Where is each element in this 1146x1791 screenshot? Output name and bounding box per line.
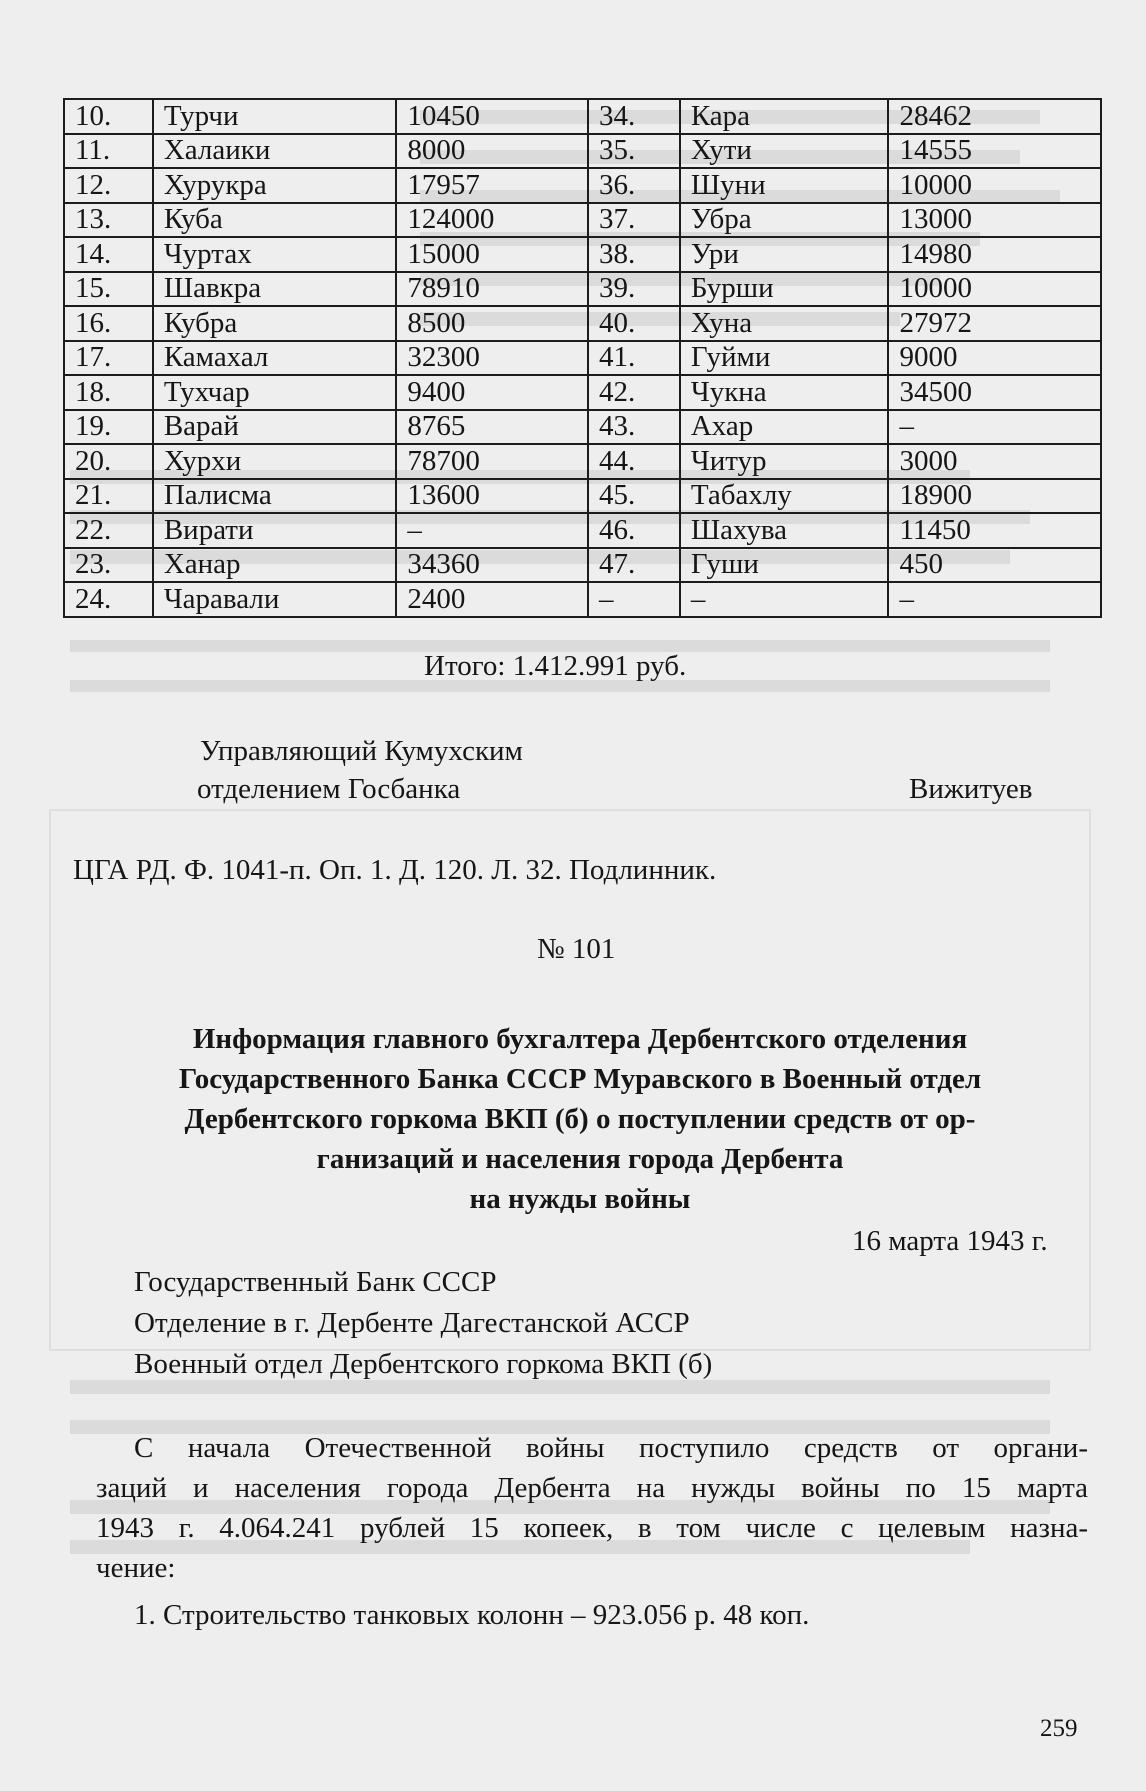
paragraph-line: чение: <box>96 1552 176 1584</box>
row-number-cell: 38. <box>588 237 680 272</box>
village-name-cell: Тухчар <box>153 375 397 410</box>
village-name-cell: Камахал <box>153 341 397 376</box>
row-number-cell: 12. <box>64 168 153 203</box>
village-name-cell: Варай <box>153 410 397 445</box>
header-line: Государственный Банк СССР <box>134 1266 497 1298</box>
signature-title-line1: Управляющий Кумухским <box>200 735 523 767</box>
row-number-cell: – <box>588 582 680 617</box>
village-name-cell: Кубра <box>153 306 397 341</box>
village-name-cell: Хурхи <box>153 444 397 479</box>
row-number-cell: 10. <box>64 99 153 134</box>
table-row <box>64 410 1101 445</box>
row-number-cell: 34. <box>588 99 680 134</box>
village-name-cell: Читур <box>680 444 889 479</box>
village-name-cell: – <box>680 582 889 617</box>
table-row <box>64 99 1101 134</box>
row-number-cell: 22. <box>64 513 153 548</box>
page-number: 259 <box>1040 1715 1078 1742</box>
row-number-cell: 47. <box>588 548 680 583</box>
village-contributions-table <box>63 98 1102 618</box>
amount-cell: 18900 <box>888 479 1101 514</box>
document-date: 16 марта 1943 г. <box>852 1225 1048 1257</box>
village-name-cell: Гуйми <box>680 341 889 376</box>
village-name-cell: Турчи <box>153 99 397 134</box>
amount-cell: 124000 <box>396 203 588 238</box>
signature-name: Вижитуев <box>909 773 1033 805</box>
row-number-cell: 21. <box>64 479 153 514</box>
title-line: ганизаций и населения города Дербента <box>316 1143 844 1175</box>
amount-cell: 14555 <box>888 134 1101 169</box>
village-name-cell: Палисма <box>153 479 397 514</box>
archive-reference: ЦГА РД. Ф. 1041-п. Оп. 1. Д. 120. Л. 32. Подлинник. <box>73 854 717 886</box>
table-body <box>64 99 1101 617</box>
village-name-cell: Ахар <box>680 410 889 445</box>
total-line: Итого: 1.412.991 руб. <box>424 650 687 682</box>
title-line: на нужды войны <box>469 1183 691 1215</box>
row-number-cell: 18. <box>64 375 153 410</box>
village-name-cell: Шахува <box>680 513 889 548</box>
document-title <box>70 1019 1090 1219</box>
row-number-cell: 20. <box>64 444 153 479</box>
row-number-cell: 15. <box>64 272 153 307</box>
village-name-cell: Вирати <box>153 513 397 548</box>
table-row <box>64 203 1101 238</box>
amount-cell: 8765 <box>396 410 588 445</box>
header-line: Военный отдел Дербентского горкома ВКП (б) <box>134 1348 713 1380</box>
row-number-cell: 39. <box>588 272 680 307</box>
table-row <box>64 306 1101 341</box>
amount-cell: 13000 <box>888 203 1101 238</box>
table-row <box>64 134 1101 169</box>
amount-cell: 3000 <box>888 444 1101 479</box>
village-name-cell: Чуртах <box>153 237 397 272</box>
amount-cell: 78910 <box>396 272 588 307</box>
amount-cell: 17957 <box>396 168 588 203</box>
table-row <box>64 272 1101 307</box>
table-row <box>64 237 1101 272</box>
amount-cell: – <box>888 410 1101 445</box>
village-name-cell: Чукна <box>680 375 889 410</box>
village-name-cell: Бурши <box>680 272 889 307</box>
table-row <box>64 341 1101 376</box>
village-name-cell: Кара <box>680 99 889 134</box>
village-name-cell: Гуши <box>680 548 889 583</box>
row-number-cell: 11. <box>64 134 153 169</box>
amount-cell: 2400 <box>396 582 588 617</box>
village-name-cell: Хурукра <box>153 168 397 203</box>
row-number-cell: 37. <box>588 203 680 238</box>
title-line: Дербентского горкома ВКП (б) о поступлении средств от ор- <box>184 1103 976 1135</box>
village-name-cell: Шавкра <box>153 272 397 307</box>
amount-cell: 34360 <box>396 548 588 583</box>
village-name-cell: Убра <box>680 203 889 238</box>
village-name-cell: Шуни <box>680 168 889 203</box>
title-line: Информация главного бухгалтера Дербентского отделения <box>192 1023 968 1055</box>
row-number-cell: 42. <box>588 375 680 410</box>
amount-cell: 9400 <box>396 375 588 410</box>
amount-cell: 78700 <box>396 444 588 479</box>
amount-cell: 13600 <box>396 479 588 514</box>
row-number-cell: 19. <box>64 410 153 445</box>
village-name-cell: Хуна <box>680 306 889 341</box>
amount-cell: 11450 <box>888 513 1101 548</box>
table-row <box>64 479 1101 514</box>
table-row <box>64 168 1101 203</box>
row-number-cell: 35. <box>588 134 680 169</box>
amount-cell: 10450 <box>396 99 588 134</box>
row-number-cell: 41. <box>588 341 680 376</box>
amount-cell: 8000 <box>396 134 588 169</box>
village-name-cell: Хути <box>680 134 889 169</box>
paragraph-line: заций и населения города Дербента на нужды войны по 15 марта <box>96 1472 1088 1504</box>
list-item-1: 1. Строительство танковых колонн – 923.056 р. 48 коп. <box>134 1599 810 1631</box>
row-number-cell: 14. <box>64 237 153 272</box>
amount-cell: 27972 <box>888 306 1101 341</box>
amount-cell: 9000 <box>888 341 1101 376</box>
row-number-cell: 45. <box>588 479 680 514</box>
village-name-cell: Куба <box>153 203 397 238</box>
amount-cell: 10000 <box>888 168 1101 203</box>
table-row <box>64 513 1101 548</box>
village-name-cell: Чаравали <box>153 582 397 617</box>
row-number-cell: 43. <box>588 410 680 445</box>
row-number-cell: 24. <box>64 582 153 617</box>
amount-cell: 10000 <box>888 272 1101 307</box>
table-row <box>64 582 1101 617</box>
amount-cell: 32300 <box>396 341 588 376</box>
table-row <box>64 444 1101 479</box>
amount-cell: 450 <box>888 548 1101 583</box>
row-number-cell: 17. <box>64 341 153 376</box>
document-number: № 101 <box>537 933 616 965</box>
paragraph-line: 1943 г. 4.064.241 рублей 15 копеек, в том числе с целевым назна- <box>96 1512 1088 1544</box>
table-row <box>64 548 1101 583</box>
row-number-cell: 40. <box>588 306 680 341</box>
row-number-cell: 13. <box>64 203 153 238</box>
header-line: Отделение в г. Дербенте Дагестанской АССР <box>134 1307 690 1339</box>
amount-cell: 34500 <box>888 375 1101 410</box>
amount-cell: – <box>888 582 1101 617</box>
signature-title-line2: отделением Госбанка <box>197 773 461 805</box>
village-name-cell: Ури <box>680 237 889 272</box>
amount-cell: 28462 <box>888 99 1101 134</box>
amount-cell: 8500 <box>396 306 588 341</box>
village-name-cell: Табахлу <box>680 479 889 514</box>
row-number-cell: 23. <box>64 548 153 583</box>
amount-cell: 15000 <box>396 237 588 272</box>
row-number-cell: 36. <box>588 168 680 203</box>
amount-cell: – <box>396 513 588 548</box>
row-number-cell: 46. <box>588 513 680 548</box>
village-name-cell: Халаики <box>153 134 397 169</box>
paragraph-line: С начала Отечественной войны поступило средств от органи- <box>134 1432 1088 1464</box>
village-name-cell: Ханар <box>153 548 397 583</box>
amount-cell: 14980 <box>888 237 1101 272</box>
row-number-cell: 16. <box>64 306 153 341</box>
main-paragraph <box>96 1428 1088 1588</box>
title-line: Государственного Банка СССР Муравского в Военный отдел <box>178 1063 982 1095</box>
table-row <box>64 375 1101 410</box>
row-number-cell: 44. <box>588 444 680 479</box>
